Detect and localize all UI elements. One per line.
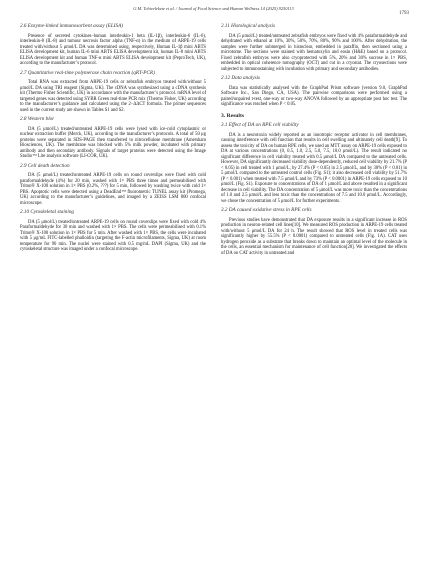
paragraph-western-blot: DA (5 μmol/L) treated/untreated ARPE-19 cells were lysed with ice-cold cytoplasmic or nuclear extraction buffer (Merck, UK), according to the manufacturer’s protocols. A total of 50 μg proteins were separated in SDS-PAGE then transferred to nitrocellulose membrane (Amersham Biosciences, UK). The membrane was blocked with 5% milk powder, incubated with primary antibody and then secondary antibody. Signals of target proteins were detected using the Image Studio™ Lite analysis software (LI-COR, UK).	[20, 126, 206, 159]
section-heading-results: 3. Results	[221, 112, 244, 119]
section-heading-3-1: 3.1 Effect of DA on RPE cell viability	[221, 122, 299, 128]
paragraph-data-analysis: Data was statistically analysed with the GraphPad Prism software (version 9.0, GraphPad Software Inc., San Diego, CA, USA). The pairwise comparisons were performed using a paired/unpaired t-test, one-way or two-way ANOVA followed by an appropriate post hoc test. The significance was reached when P < 0.05.	[221, 85, 407, 107]
journal-citation: G.M. Tchivelekete et al. / Journal of Food Science and Human Wellness 14 (2025) 9250113	[133, 6, 294, 11]
paragraph-qrtpcr: Total RNA was extracted from ARPE-19 cells or zebrafish embryos treated with/without 5 μmol/L DA using TRI reagent (Sigma, UK). The cDNA was synthesized using a cDNA synthesis kit (Thermo Fisher Scientific, UK) in accordance with the manufacturer’s protocol. mRNA level of targeted genes was detected using SYBR Green real-time PCR mix (Thermo Fisher, UK) according to the manufacturer’s guidance and calculated using the 2−ΔΔCT formula. The primer sequences used in the current study are shown in Tables S1 and S2.	[20, 80, 206, 113]
section-heading-2-11: 2.11 Histological analysis	[221, 23, 275, 29]
section-heading-2-9: 2.9 Cell death detection	[20, 162, 70, 169]
paragraph-viability: DA is a neurotoxin widely reported as an ionotropic receptor activator in cell membranes, causing interference with cell function that results in cell swelling and ultimately cell death[9]. To assess the toxicity of DA on human RPE cells, we used an MTT assay on ARPE-19 cells exposed to DA at various concentrations (0, 0.5, 1.0, 2.5, 5.0, 7.5, 10.0 μmol/L). The result indicated no significant difference in cell viability treated with 0.5 μmol/L DA compared to the untreated cells. However, DA significantly decreased viability dose-dependently, reduced cell viability by 21.7% (P < 0.05) in cell treated with 1 μmol/L, by 27.4% (P < 0.05) in 2.5 μmol/L, and by 38% (P < 0.01) in 5 μmol/L compared to the untreated control cells (Fig. S1); it also decreased cell viability by 51.7% (P < 0.001) when treated with 7.5 μmol/L and by 73% (P < 0.0001) in ARPE-19 cells exposed to 10 μmol/L (Fig. S1). Exposure to concentrations of DA of 1 μmol/L and above resulted in a significant decrease in cell viability. The DA concentration of 5 μmol/L was more toxic than the concentrations of 1.0 and 2.5 μmol/L and less toxic than the concentrations of 7.5 and 10.0 μmol/L. Accordingly, we chose the concentration of 5 μmol/L for further experiments.	[221, 132, 407, 204]
running-header	[0, 6, 427, 16]
paragraph-cytoskeletal: DA (5 μmol/L) treated/untreated ARPE-19 cells on round coverslips were fixed with cold 4% Paraformaldehyde for 30 min and washed with 1× PBS. The cells were permeabilised with 0.1% Triton® X-100 solution in 1× PBS for 5 min. After washed with 1× PBS, the cells were incubated with 5 μg/mL FITC-labelled phalloidin (targeting the F-actin microfilaments, Sigma, UK) at room temperature for 90 min. The nuclei were stained with 0.5 mg/mL DAPI (Sigma, UK) and the cytoskeletal structure was imaged under a confocal microscope.	[20, 219, 206, 252]
section-heading-2-8: 2.8 Western blot	[20, 116, 54, 122]
paragraph-histology: DA (5 μmol/L) treated/untreated zebrafish embryos were fixed with 4% paraformaldehyde and dehydrated with ethanol at 10%, 30%, 50%, 70%, 80%, 90% and 100%. After dehydration, the samples were further submerged in histoclear, embedded in paraffin, then sectioned using a microtome. The sections were stained with hematoxylin and eosin (H&E) based on a protocol. Fixed zebrafish embryos were also cryoprotected with 5%, 20% and 30% sucrose in 1× PBS, embedded in optical coherence tomography (OCT) and cut in a cryostat. The cryosections were subjected to immunostaining with incubation with primary and secondary antibodies.	[221, 33, 407, 72]
page-number: 1793	[399, 11, 409, 16]
left-column	[20, 20, 206, 256]
section-heading-2-6: 2.6 Enzyme-linked immunosorbent assay (ELISA)	[20, 23, 124, 29]
paragraph-elisa: Presence of secreted cytokines–human interleukin-1 beta (IL-1β), interleukin-6 (IL-6), interleukin-8 (IL-8) and tumour necrosis factor alpha (TNF-α) in the medium of ARPE-19 cells treated with/without 5 μmol/L DA was determined using, respectively, Human IL-1β mini ABTS ELISA development kit, human IL-6 mini ABTS ELISA development kit, human IL-8 mini ABTS ELISA development kit and human TNF-α mini ABTS ELISA development kit (PeproTech, UK), according to the manufacturer’s protocol.	[20, 33, 206, 66]
section-heading-3-2: 3.2 DA caused oxidative stress in RPE cells	[221, 207, 312, 213]
right-column	[221, 20, 407, 260]
paragraph-cell-death: DA (5 μmol/L) treated/untreated ARPE-19 cells on round coverslips were fixed with cold paraformaldehyde (4%) for 20 min, washed with 1× PBS three times and permeabilised with Triton® X-100 solution in 1× PBS (0.2%, ???) for 5 min, followed by washing twice with cold 1× PBS. Apoptotic cells were detected using a DeadEnd™ fluorometric TUNEL assay kit (Promega, UK) according to the manufacturer’s guidelines, and imaged by a ZEISS LSM 800 confocal microscope.	[20, 173, 206, 206]
paragraph-oxidative-stress: Previous studies have demonstrated that DA exposure results in a significant increase in ROS production in neuron-related cell lines[10]. We measured ROS production in ARPE-19 cells treated with/without 5 μmol/L DA for 24 h. The result showed that ROS level in treated cells was significantly higher by 55.5% (P < 0.0001) compared to untreated cells (Fig. 1A). CAT uses hydrogen peroxide as a substrate that breaks down to maintain an optimal level of the molecule in the cells, an essential mechanism for maintenance of cell function[28]. We investigated the effects of DA on CAT activity in untreated and	[221, 217, 407, 256]
section-heading-2-12: 2.12 Data analysis	[221, 75, 261, 81]
section-heading-2-7: 2.7 Quantitative real-time polymerase chain reaction (qRT-PCR)	[20, 69, 155, 76]
section-heading-2-10: 2.10 Cytoskeletal staining	[20, 209, 75, 215]
